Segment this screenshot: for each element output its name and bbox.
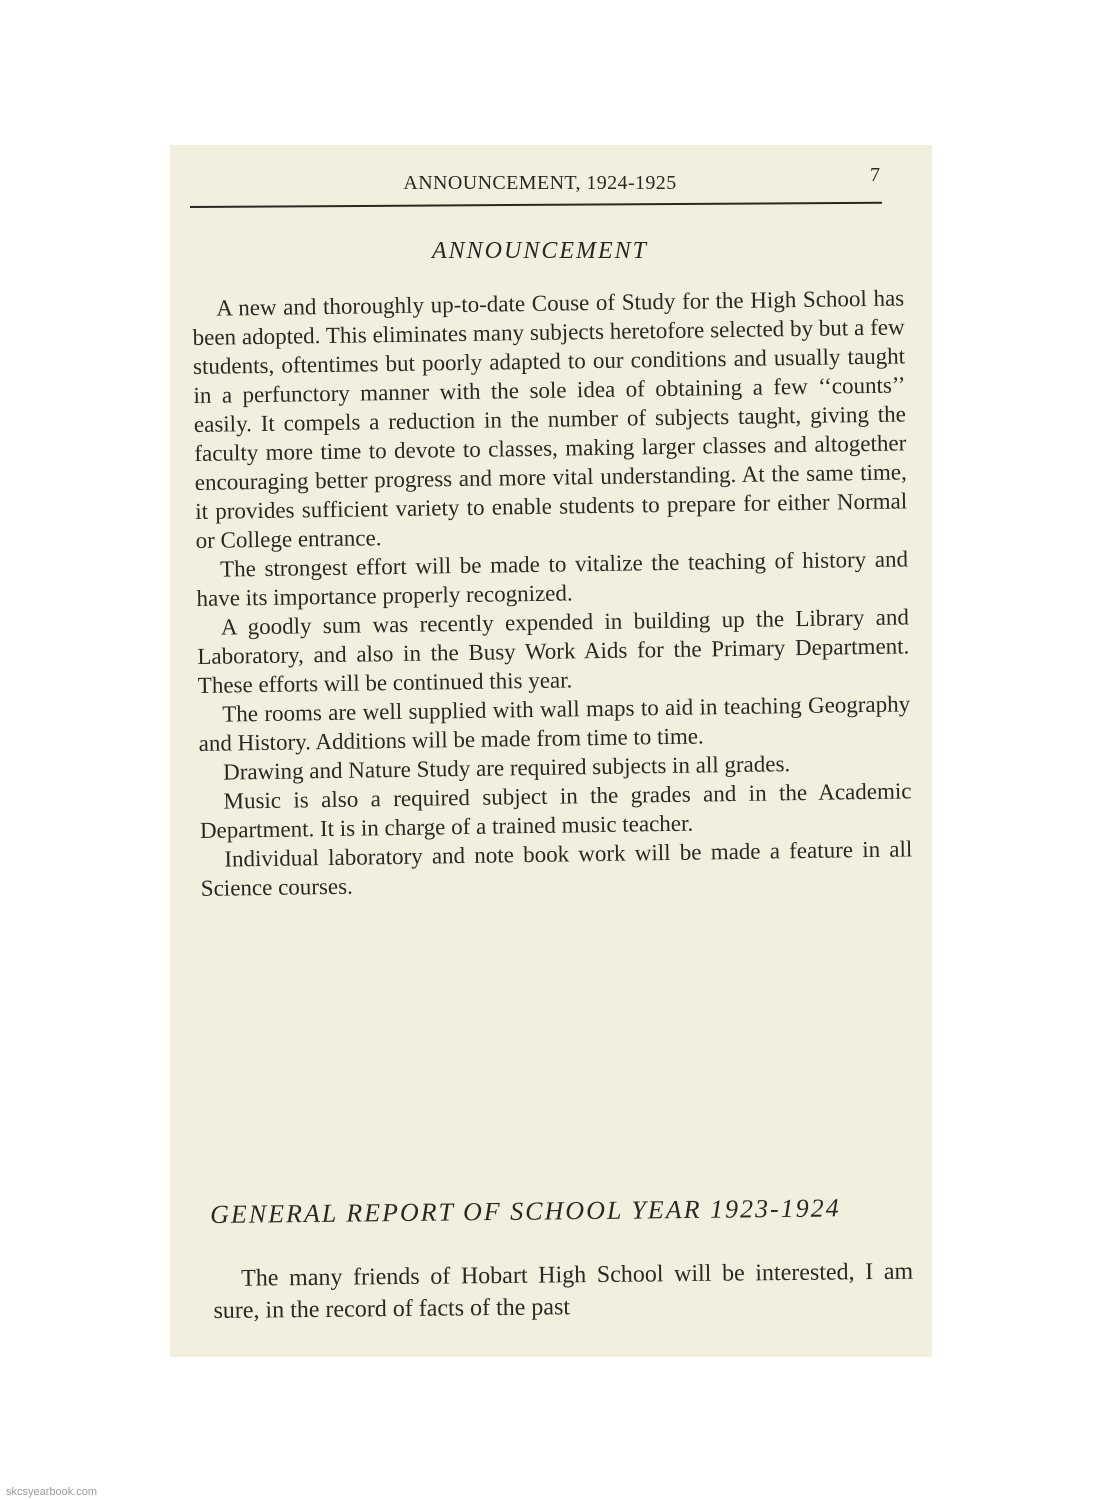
site-watermark: skcsyearbook.com [6,1486,98,1498]
announcement-title: ANNOUNCEMENT [431,238,649,264]
announcement-paragraph-course-of-study: A new and thoroughly up-to-date Couse of Study for the High School has been adopted. This eliminates many subjects heretofore selected by but a few students, oftentimes but poorly adapted to our conditions and usually taught in a perfunctory manner with the sole idea of obtaining a few ‘‘counts’’ easily. It compels a reduction in the number of subjects taught, giving the faculty more time to devote to classes, making larger classes and altogether encouraging better progress and more vital understanding. At the same time, it provides sufficient variety to enable students to prepare for either Normal or College entrance. [192,285,908,553]
announcement-paragraph-history: The strongest effort will be made to vitalize the teaching of history and have its importance properly recognized. [196,546,909,611]
page-number: 7 [870,164,880,186]
announcement-paragraph-science: Individual laboratory and note book work will be made a feature in all Science courses. [200,836,913,901]
announcement-paragraph-library: A goodly sum was recently expended in building up the Library and Laboratory, and also in the Busy Work Aids for the Primary Department. These efforts will be continued this year. [197,604,910,698]
running-head [200,166,880,196]
report-paragraph: The many friends of Hobart High School will be interested, I am sure, in the record of facts of the past [213,1258,914,1324]
announcement-paragraph-drawing: Drawing and Nature Study are required subjects in all grades. [222,751,791,785]
announcement-paragraph-maps: The rooms are well supplied with wall maps to aid in teaching Geography and History. Additions will be made from time to time. [198,691,911,756]
report-title: GENERAL REPORT OF SCHOOL YEAR 1923-1924 [210,1193,841,1229]
announcement-paragraph-music: Music is also a required subject in the grades and in the Academic Department. It is in charge of a trained music teacher. [199,778,912,843]
announcement-body [192,283,913,902]
report-body [213,1256,914,1327]
running-title: ANNOUNCEMENT, 1924-1925 [403,172,677,194]
